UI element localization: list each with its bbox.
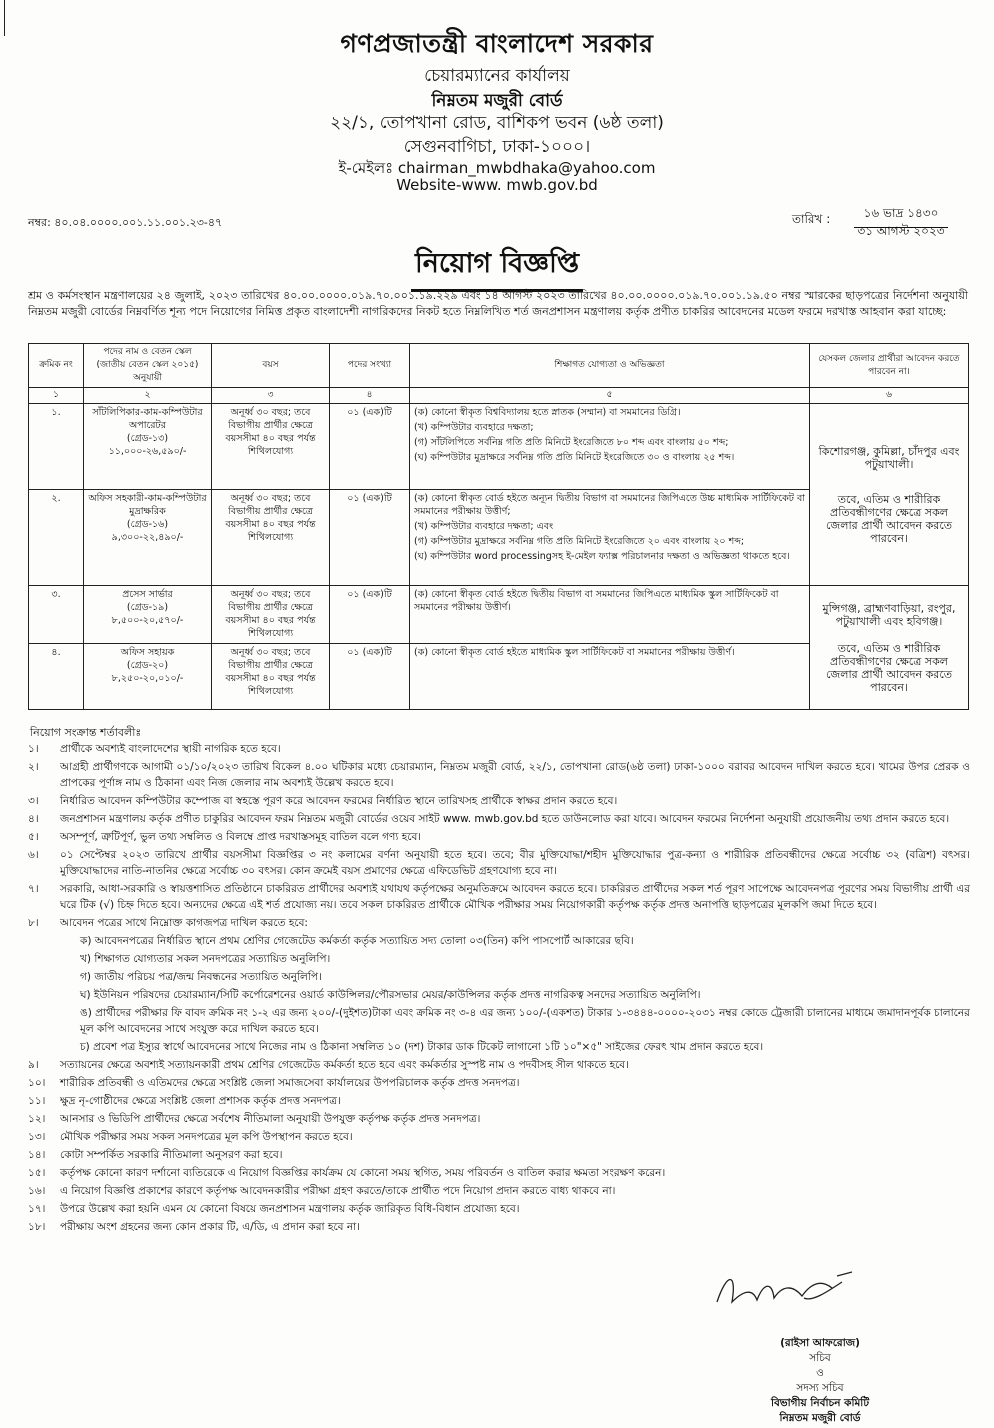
ineligible-list: মুন্সিগঞ্জ, ব্রাহ্মণবাড়িয়া, রংপুর, পটুয়াখালী এবং হবিগঞ্জ। — [822, 601, 956, 628]
condition-item — [28, 881, 970, 913]
handwritten-signature — [712, 1262, 862, 1322]
signatory-and: ও — [816, 1367, 824, 1379]
government-title: গণপ্রজাতন্ত্রী বাংলাদেশ সরকার — [340, 29, 654, 58]
condition-number: ৯। — [28, 1059, 39, 1071]
row-qualification — [410, 586, 810, 644]
condition-number: ১২। — [28, 1113, 46, 1125]
row-age: অনূর্ধ্ব ৩০ বছর; তবে বিভাগীয় প্রার্থীর ক্ষেত্রে বয়সসীমা ৪০ বছর পর্যন্ত শিথিলযোগ্য — [212, 586, 330, 644]
row-serial: ১. — [29, 404, 84, 490]
conditions-list — [28, 741, 970, 1237]
col-num: ৬ — [810, 388, 969, 404]
condition-text: আনসার ও ভিডিপি প্রার্থীদের ক্ষেত্রে সর্বশেষ নীতিমালা অনুযায়ী উপযুক্ত কর্তৃপক্ষ কর্তৃক প্রদত্ত সনদপত্র। — [60, 1113, 481, 1125]
row-count: ০১ (এক)টি — [330, 644, 410, 710]
post-scale: ১১,০০০-২৬,৫৯০/- — [108, 446, 187, 457]
qual-item: (ক) কোনো স্বীকৃত বোর্ড হইতে দ্বিতীয় বিভাগ বা সমমানের জিপিএতে মাধ্যমিক স্কুল সার্টিফিকেট বা সমমানের পরীক্ষায় উত্তীর্ণ। — [414, 589, 779, 613]
condition-number: ৮। — [28, 917, 39, 929]
intro-paragraph: শ্রম ও কর্মসংস্থান মন্ত্রণালয়ের ২৪ জুলাই, ২০২৩ তারিখের ৪০.০০.০০০০.০১৯.৭০.০০১.১৯.২২৯ এবং ১৪ আগস্ট ২০২৩ তারিখের ৪০.০০.০০০০.০১৯.৭০.০০১.১৯.৫০ নম্বর স্মারকের ছাড়পত্রের নির্দেশনা অনুযায়ী নিম্নতম মজুরী বোর্ডের নিম্নবর্ণিত শূন্য পদে নিয়োগের নিমিত্ত প্রকৃত বাংলাদেশী নাগরিকদের নিকট হতে নিম্নলিখিত শর্ত জনপ্রশাসন মন্ত্রণালয় কর্তৃক প্রণীত চাকরির আবেদনের মডেল ফরমে দরখাস্ত আহবান করা যাচ্ছে: — [28, 289, 968, 318]
col-num: ৫ — [410, 388, 810, 404]
signatory-title: সচিব — [809, 1352, 831, 1364]
condition-number: ৭। — [28, 883, 39, 895]
row-qualification — [410, 404, 810, 490]
post-name: অফিস সহকারী-কাম-কম্পিউটার মুদ্রাক্ষরিক — [88, 493, 207, 517]
qual-item: (গ) কম্পিউটার মুদ্রাক্ষরে সর্বনিম্ন গতি প্রতি মিনিটে ইংরেজিতে ২০ এবং বাংলায় ২০ শব্দ; — [414, 536, 745, 547]
vacancy-table — [28, 343, 969, 710]
notice-title: নিয়োগ বিজ্ঞপ্তি — [411, 243, 583, 292]
condition-text: অসম্পূর্ণ, ত্রুটিপূর্ণ, ভুল তথ্য সম্বলিত ও বিলম্বে প্রাপ্ত দরখাস্তসমূহ বাতিল বলে গণ্য হবে। — [60, 831, 422, 843]
signatory-name: (রাইসা আফরোজ) — [780, 1337, 860, 1349]
address-line-1: ২২/১, তোপখানা রোড, বাশিকপ ভবন (৬ষ্ঠ তলা) — [330, 113, 664, 133]
post-grade: (গ্রেড-১৬) — [126, 519, 169, 530]
table-row — [29, 586, 969, 644]
condition-number: ১। — [28, 743, 39, 755]
ineligible-districts-2 — [810, 586, 969, 710]
condition-number: ১৭। — [28, 1203, 46, 1215]
row-count: ০১ (এক)টি — [330, 404, 410, 490]
qual-item: (খ) কম্পিউটার ব্যবহারে দক্ষতা; এবং — [414, 521, 554, 532]
memo-number: নম্বর: ৪০.০৪.০০০০.০০১.১১.০০১.২৩-৪৭ — [28, 216, 223, 229]
condition-item — [28, 915, 970, 931]
sub-condition-item: খ) শিক্ষাগত যোগ্যতার সকল সনদপত্রের সত্যায়িত অনুলিপি। — [80, 953, 331, 965]
column-number-row — [29, 388, 969, 404]
table-header-row — [29, 344, 969, 388]
row-age: অনূর্ধ্ব ৩০ বছর; তবে বিভাগীয় প্রার্থীর ক্ষেত্রে বয়সসীমা ৪০ বছর পর্যন্ত শিথিলযোগ্য — [212, 404, 330, 490]
condition-text: সত্যায়নের ক্ষেত্রে অবশ্যই সত্যায়নকারী প্রথম শ্রেণির গেজেটেড কর্মকর্তা হতে হবে এবং কর্মকর্তার সুস্পষ্ট নাম ও পদবীসহ সীল থাকতে হবে। — [60, 1059, 629, 1071]
condition-text: ০১ সেপ্টেম্বর ২০২৩ তারিখে প্রার্থীর বয়সসীমা বিজ্ঞপ্তির ৩ নং কলামের বর্ণনা অনুযায়ী হতে হবে। তবে; বীর মুক্তিযোদ্ধা/শহীদ মুক্তিযোদ্ধার পুত্র-কন্যা ও শারীরিক প্রতিবন্ধীদের ক্ষেত্রে সর্বোচ্চ ৩২ (বত্রিশ) বৎসর। মুক্তিযোদ্ধাদের নাতি-নাতনির ক্ষেত্রে সর্বোচ্চ ৩০ বৎসর। কোন ক্রমেই বয়স প্রমাণের ক্ষেত্রে এফিডেভিট গ্রহণযোগ্য হবে না। — [60, 849, 970, 877]
post-grade: (গ্রেড-২০) — [126, 660, 169, 671]
condition-text: পরীক্ষায় অংশ গ্রহনের জন্য কোন প্রকার টি, এ/ডি, এ প্রদান করা হবে না। — [60, 1221, 360, 1233]
condition-text: ক্ষুদ্র নৃ-গোষ্ঠীদের ক্ষেত্রে সংশ্লিষ্ট জেলা প্রশাসক কর্তৃক প্রদত্ত সনদপত্র। — [60, 1095, 341, 1107]
row-serial: ৪. — [29, 644, 84, 710]
header-age: বয়স — [212, 344, 330, 388]
condition-number: ৪। — [28, 813, 39, 825]
qual-item: (ক) কোনো স্বীকৃত বোর্ড হইতে অন্যূন দ্বিতীয় বিভাগ বা সমমানের জিপিএতে উচ্চ মাধ্যমিক সার্টিফিকেট বা সমমানের পরীক্ষায় উত্তীর্ণ; — [414, 493, 805, 517]
post-grade: (গ্রেড-১৩) — [126, 433, 169, 444]
condition-text: উপরে উল্লেখ করা হয়নি এমন যে কোনো বিষয়ে জনপ্রশাসন মন্ত্রণালয় কর্তৃক জারিকৃত বিধি-বিধান প্রযোজ্য হবে। — [60, 1203, 520, 1215]
condition-item — [28, 1201, 970, 1217]
row-count: ০১ (এক)টি — [330, 490, 410, 586]
qual-item: (খ) কম্পিউটার ব্যবহারে দক্ষতা; — [414, 422, 534, 433]
condition-item — [28, 1111, 970, 1127]
condition-text: আবেদন পত্রের সাথে নিম্নোক্ত কাগজপত্র দাখিল করতে হবে: — [60, 917, 308, 929]
qual-item: (ঘ) কম্পিউটার মুদ্রাক্ষরে সর্বনিম্ন গতি প্রতি মিনিটে ইংরেজিতে ৩০ ও বাংলায় ২৫ শব্দ। — [414, 452, 735, 463]
condition-item — [28, 811, 970, 827]
condition-item — [28, 1219, 970, 1235]
signature-block — [700, 1336, 940, 1426]
condition-text: কোটা সম্পর্কিত সরকারি নীতিমালা অনুসরণ করা হবে। — [60, 1149, 283, 1161]
condition-number: ১৫। — [28, 1167, 46, 1179]
header-ineligible-districts: যেসকল জেলার প্রার্থীরা আবেদন করতে পারবেন না। — [810, 344, 969, 388]
condition-item — [28, 741, 970, 757]
header-post: পদের নাম ও বেতন স্কেল (জাতীয় বেতন স্কেল ২০১৫) অনুযায়ী — [84, 344, 212, 388]
condition-number: ৬। — [28, 849, 39, 861]
condition-number: ১৩। — [28, 1131, 46, 1143]
condition-number: ১৬। — [28, 1185, 46, 1197]
col-num: ২ — [84, 388, 212, 404]
post-scale: ৯,৩০০-২২,৪৯০/- — [111, 532, 184, 543]
ineligible-note: তবে, এতিম ও শারীরিক প্রতিবন্ধীগণের ক্ষেত্রে সকল জেলার প্রার্থী আবেদন করতে পারবেন। — [825, 492, 953, 545]
signatory-role: সদস্য সচিব — [796, 1382, 844, 1394]
email-line: ই-মেইলঃ chairman_mwbdhaka@yahoo.com — [338, 159, 656, 177]
notice-title-wrap — [0, 243, 994, 292]
condition-text: এ নিয়োগ বিজ্ঞপ্তি প্রকাশের কারণে কর্তৃপক্ষ আবেদনকারীর পরীক্ষা গ্রহণ করতে/তাকে প্রার্থীত পদে নিয়োগ প্রদান করতে বাধ্য থাকবে না। — [60, 1185, 616, 1197]
condition-item — [28, 1165, 970, 1181]
condition-text: সরকারি, আধা-সরকারি ও স্বায়ত্তশাসিত প্রতিষ্ঠানে চাকরিরত প্রার্থীদের অবশ্যই যথাযথ কর্তৃপক্ষের অনুমতিক্রমে আবেদন করতে হবে। চাকরিরত প্রার্থীদের সকল শর্ত পূরণ সাপেক্ষে আবেদনপত্র পূরণের সময় বিভাগীয় প্রার্থী এর ঘরে টিক (√) চিহ্ন দিতে হবে। অন্যদের ক্ষেত্রে এই শর্ত প্রযোজ্য নয়। তবে সকল চাকরিরত প্রার্থীকে মৌখিক পরীক্ষার সময় নিয়োগকারী কর্তৃপক্ষ কর্তৃক প্রদত্ত অনাপত্তি ছাড়পত্রের মূলকপি জমা দিতে হবে। — [60, 883, 970, 911]
condition-item — [28, 759, 970, 791]
date-english: ৩১ আগস্ট ২০২৩ — [857, 224, 945, 238]
post-scale: ৮,২৫০-২০,০১০/- — [111, 673, 184, 684]
sub-condition-item: চ) প্রবেশ পত্র ইস্যুর স্বার্থে আবেদনের সাথে নিজের নাম ও ঠিকানা সম্বলিত ১০ (দশ) টাকার ডাক টিকেট লাগানো ১টি ১০"×৫" সাইজের ফেরৎ খাম প্রদান করতে হবে। — [80, 1041, 764, 1053]
post-name: অফিস সহায়ক — [120, 647, 175, 658]
ineligible-districts-1 — [810, 404, 969, 586]
row-post — [84, 586, 212, 644]
condition-text: নির্ধারিত আবেদন কম্পিউটার কম্পোজ বা স্বহস্তে পূরণ করে আবেদন ফরমের নির্ধারিত স্থানে তারিখসহ প্রার্থীকে স্বাক্ষর প্রদান করতে হবে। — [60, 795, 618, 807]
condition-item — [28, 847, 970, 879]
condition-number: ১০। — [28, 1077, 46, 1089]
col-num: ১ — [29, 388, 84, 404]
col-num: ৪ — [330, 388, 410, 404]
condition-number: ১৪। — [28, 1149, 46, 1161]
office-name: চেয়ারম্যানের কার্যালয় — [424, 66, 570, 86]
row-age: অনূর্ধ্ব ৩০ বছর; তবে বিভাগীয় প্রার্থীর ক্ষেত্রে বয়সসীমা ৪০ বছর পর্যন্ত শিথিলযোগ্য — [212, 490, 330, 586]
post-name: সাঁটলিপিকার-কাম-কম্পিউটার অপারেটর — [92, 407, 203, 431]
condition-text: প্রার্থীকে অবশ্যই বাংলাদেশের স্থায়ী নাগরিক হতে হবে। — [60, 743, 281, 755]
condition-number: ৩। — [28, 795, 39, 807]
sub-condition-item: গ) জাতীয় পরিচয় পত্র/জন্ম নিবন্ধনের সত্যায়িত অনুলিপি। — [80, 971, 322, 983]
condition-item — [28, 1147, 970, 1163]
condition-text: মৌখিক পরীক্ষার সময় সকল সনদপত্রের মূল কপি উপস্থাপন করতে হবে। — [60, 1131, 353, 1143]
qual-item: (ঘ) কম্পিউটার word processingসহ ই-মেইল ফ্যাক্স পরিচালনার দক্ষতা ও অভিজ্ঞতা থাকতে হবে। — [414, 551, 790, 562]
row-post — [84, 490, 212, 586]
condition-item — [28, 793, 970, 809]
condition-number: ১১। — [28, 1095, 46, 1107]
condition-item — [28, 1129, 970, 1145]
qual-item: (ক) কোনো স্বীকৃত বোর্ড হইতে মাধ্যমিক স্কুল সার্টিফিকেট বা সমমানের পরীক্ষায় উত্তীর্ণ। — [414, 647, 735, 658]
sub-condition-item: ঘ) ইউনিয়ন পরিষদের চেয়ারম্যান/সিটি কর্পোরেশনের ওয়ার্ড কাউন্সিলর/পৌরসভার মেয়র/কাউন্সিলর কর্তৃক প্রদত্ত নাগরিকত্ব সনদের সত্যায়িত অনুলিপি। — [80, 989, 701, 1001]
row-age: অনূর্ধ্ব ৩০ বছর; তবে বিভাগীয় প্রার্থীর ক্ষেত্রে বয়সসীমা ৪০ বছর পর্যন্ত শিথিলযোগ্য — [212, 644, 330, 710]
ineligible-list: কিশোরগঞ্জ, কুমিল্লা, চাঁদপুর এবং পটুয়াখালী। — [818, 444, 960, 471]
post-grade: (গ্রেড-১৯) — [126, 602, 169, 613]
condition-item — [28, 1183, 970, 1199]
row-qualification — [410, 644, 810, 710]
row-serial: ২. — [29, 490, 84, 586]
conditions-title: নিয়োগ সংক্রান্ত শর্তাবলীঃ — [30, 726, 142, 739]
header-qualification: শিক্ষাগত যোগ্যতা ও অভিজ্ঞতা — [410, 344, 810, 388]
sub-condition-item: ঙ) প্রার্থীদের পরীক্ষার ফি বাবদ ক্রমিক নং ১-২ এর জন্য ২০০/-(দুইশত)টাকা এবং ক্রমিক নং ৩-৪ এর জন্য ১০০/-(একশত) টাকার ১-৩৪৪৪-০০০০-২০৩১ নম্বর কোডে ট্রেজারী চালানের মাধ্যমে জমাদানপূর্বক চালানের মূল কপি আবেদনের সাথে সংযুক্ত করে দাখিল করতে হবে। — [80, 1007, 970, 1035]
date-bangla: ১৬ ভাদ্র ১৪৩০ — [854, 205, 948, 228]
table-row — [29, 404, 969, 490]
qual-item: (ক) কোনো স্বীকৃত বিশ্ববিদ্যালয় হতে স্নাতক (সম্মান) বা সমমানের ডিগ্রি। — [414, 407, 681, 418]
condition-text: শারীরিক প্রতিবন্ধী ও এতিমদের ক্ষেত্রে সংশ্লিষ্ট জেলা সমাজসেবা কার্যালয়ের উপপরিচালক কর্তৃক প্রদত্ত সনদপত্র। — [60, 1077, 520, 1089]
condition-number: ১৮। — [28, 1221, 46, 1233]
row-post — [84, 644, 212, 710]
post-scale: ৮,৫০০-২০,৫৭০/- — [111, 615, 184, 626]
signatory-committee: বিভাগীয় নির্বাচন কমিটি — [770, 1397, 870, 1409]
col-num: ৩ — [212, 388, 330, 404]
row-count: ০১ (এক)টি — [330, 586, 410, 644]
ineligible-note: তবে, এতিম ও শারীরিক প্রতিবন্ধীগণের ক্ষেত্রে সকল জেলার প্রার্থী আবেদন করতে পারবেন। — [825, 641, 953, 694]
sub-condition-item: ক) আবেদনপত্রের নির্ধারিত স্থানে প্রথম শ্রেণির গেজেটেড কর্মকর্তা কর্তৃক সত্যায়িত সদ্য তোলা ০৩(তিন) কপি পাসপোর্ট আকারের ছবি। — [80, 935, 634, 947]
header-serial: ক্রমিক নং — [29, 344, 84, 388]
header-count: পদের সংখ্যা — [330, 344, 410, 388]
row-post — [84, 404, 212, 490]
condition-item — [28, 1057, 970, 1073]
condition-text: জনপ্রশাসন মন্ত্রণালয় কর্তৃক প্রণীত চাকুরির আবেদন ফরম নিম্নতম মজুরী বোর্ডের ওয়েব সাইট www. mwb.gov.bd হতে ডাউনলোড করা যাবে। আবেদন ফরমের নির্দেশনা অনুযায়ী প্রয়োজনীয় তথ্য প্রদান করতে হবে। — [60, 813, 950, 825]
qual-item: (গ) সাঁটলিপিতে সর্বনিম্ন গতি প্রতি মিনিটে ইংরেজিতে ৮০ শব্দ এবং বাংলায় ৫০ শব্দ; — [414, 437, 729, 448]
signatory-board: নিম্নতম মজুরী বোর্ড — [779, 1412, 861, 1424]
board-name: নিম্নতম মজুরী বোর্ড — [431, 91, 563, 111]
row-qualification — [410, 490, 810, 586]
address-line-2: সেগুনবাগিচা, ঢাকা-১০০০। — [403, 137, 591, 157]
condition-item — [28, 1075, 970, 1091]
condition-item — [28, 829, 970, 845]
date-label: তারিখ : — [792, 212, 831, 226]
post-name: প্রসেস সার্ভার — [122, 589, 173, 600]
condition-number: ৫। — [28, 831, 39, 843]
condition-item — [28, 1093, 970, 1109]
condition-number: ২। — [28, 761, 39, 773]
condition-text: কর্তৃপক্ষ কোনো কারণ দর্শানো ব্যতিরেকে এ নিয়োগ বিজ্ঞপ্তির কার্যক্রম যে কোনো সময় স্থগিত, সময় পরিবর্তন ও বাতিল করার ক্ষমতা সংরক্ষণ করেন। — [60, 1167, 666, 1179]
row-serial: ৩. — [29, 586, 84, 644]
condition-text: আগ্রহী প্রার্থীগণকে আগামী ০১/১০/২০২৩ তারিখ বিকেল ৪.০০ ঘটিকার মধ্যে চেয়ারম্যান, নিম্নতম মজুরী বোর্ড, ২২/১, তোপখানা রোড(৬ষ্ঠ তলা) ঢাকা-১০০০ বরাবর আবেদন দাখিল করতে হবে। খামের উপর প্রেরক ও প্রাপকের পূর্ণাঙ্গ নাম ও ঠিকানা এবং নিজ জেলার নাম অবশ্যই উল্লেখ করতে হবে। — [60, 761, 970, 789]
website-line: Website-www. mwb.gov.bd — [396, 176, 598, 194]
